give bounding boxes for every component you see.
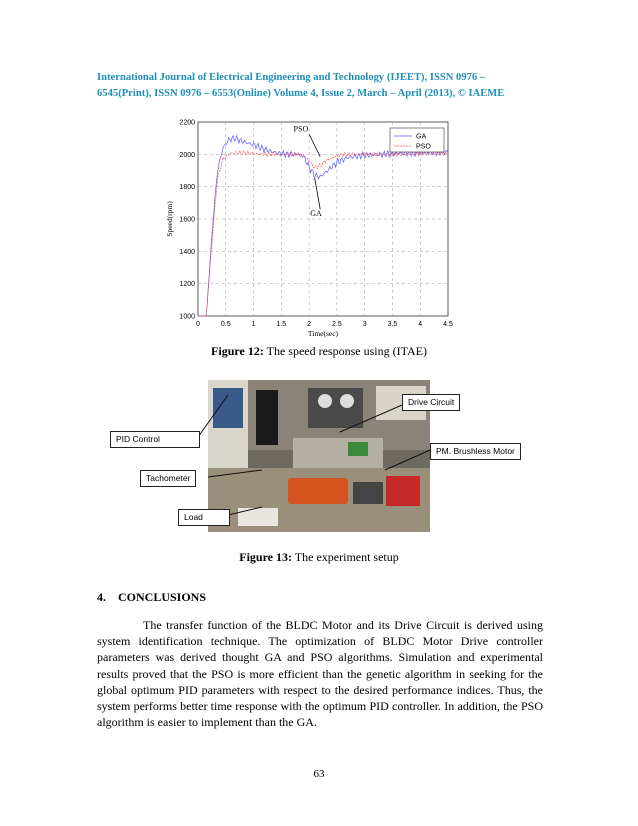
x-tick-label: 2.5 [332,321,342,328]
callout-pm-brushless-motor: PM. Brushless Motor [430,443,521,460]
figure-13-label: Figure 13: [239,550,293,564]
x-tick-label: 2 [307,321,312,328]
y-tick-label: 2200 [179,119,195,127]
x-tick-label: 4 [418,321,423,328]
annotation-ga: GA [310,208,322,218]
y-tick-label: 1000 [179,313,195,321]
y-tick-label: 1200 [179,281,195,289]
journal-header-line-1: International Journal of Electrical Engineering and Technology (IJEET), ISSN 0976 – [97,72,486,83]
annotation-pso: PSO [293,124,309,134]
x-tick-label: 4.5 [443,321,453,328]
callout-pid-control: PID Control [110,431,200,448]
figure-13-caption [0,550,638,565]
y-tick-label: 2000 [179,151,195,159]
callout-drive-circuit: Drive Circuit [402,394,460,411]
x-tick-label: 0.5 [220,321,231,328]
figure-12-label: Figure 12: [211,344,264,358]
y-tick-label: 1400 [179,248,195,256]
x-tick-label: 1.5 [276,321,287,328]
legend-label-pso: PSO [416,143,431,151]
callout-tachometer: Tachometer [140,470,196,487]
page-number: 63 [313,768,325,780]
legend-label-ga: GA [416,133,427,141]
x-axis-label: Time(sec) [307,329,339,338]
figure-13-text: The experiment setup [292,550,399,564]
y-axis-label: Speed(rpm) [165,201,174,237]
y-tick-label: 1600 [179,216,195,224]
callout-load: Load [178,509,230,526]
x-tick-label: 1 [251,321,256,328]
section-heading-text: 4. CONCLUSIONS [97,590,207,604]
x-tick-label: 3.5 [387,321,398,328]
section-heading [97,590,206,605]
journal-header-line-2: 6545(Print), ISSN 0976 – 6553(Online) Volume 4, Issue 2, March – April (2013), © IAEME [97,88,505,99]
y-tick-label: 1800 [179,184,195,192]
x-tick-label: 0 [196,321,200,328]
figure-12-text: The speed response using (ITAE) [263,344,427,358]
x-tick-label: 3 [362,321,367,328]
conclusion-paragraph: The transfer function of the BLDC Motor and its Drive Circuit is derived using system identification technique. The optimization of BLDC Motor Drive controller parameters was derived thought GA and PSO algorithms. Simulation and experimental results proved that the PSO is more efficient than the genetic algorithm in seeking for the global optimum PID parameters with respect to the desired performance indices. Thus, the system performs better time response with the optimum PID controller. In addition, the PSO algorithm is easier to implement than the GA. [97,618,543,730]
